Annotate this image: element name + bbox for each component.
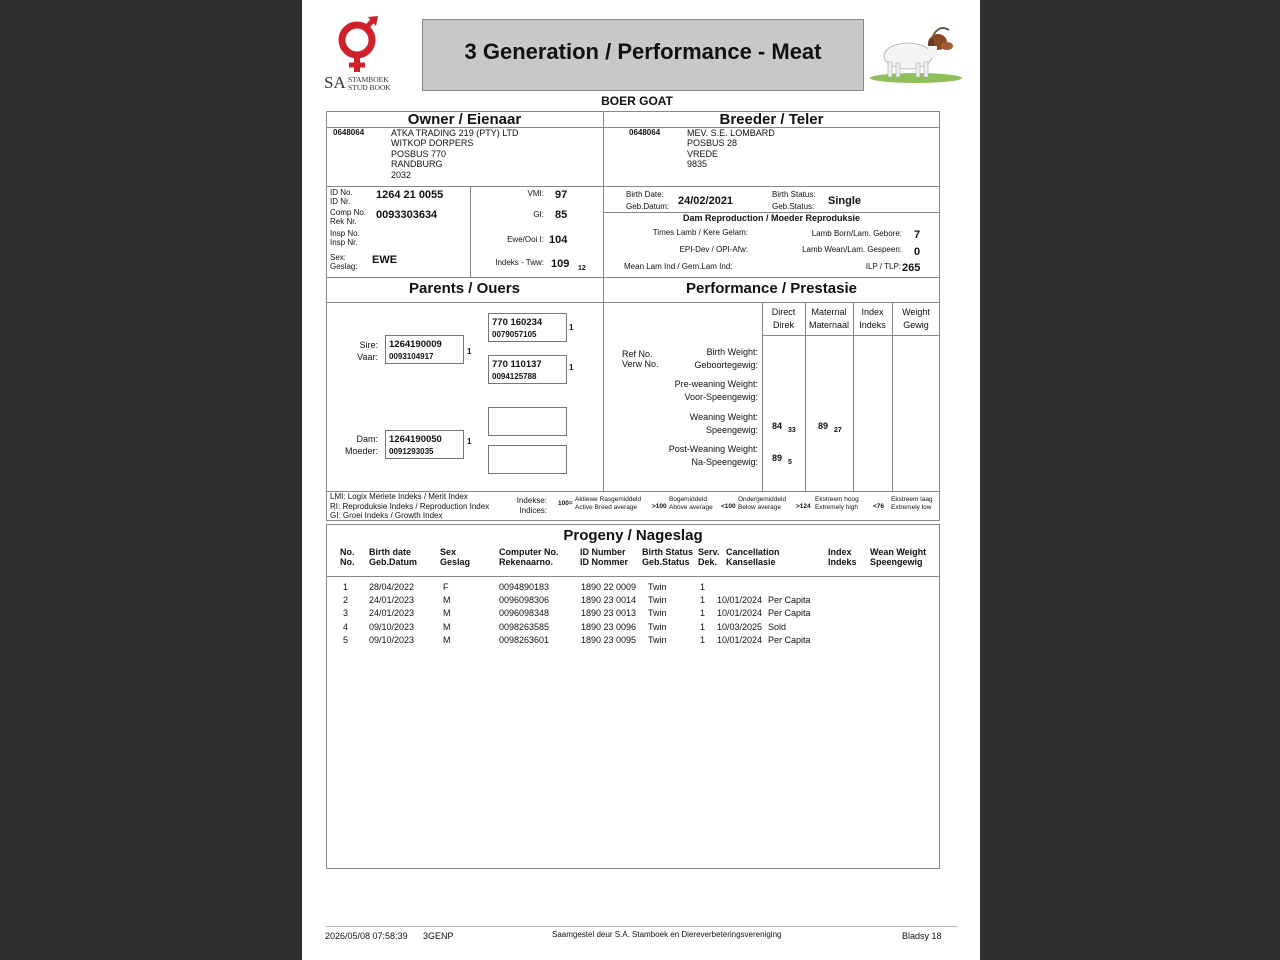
- cell-canc-reason: Per Capita: [768, 634, 811, 645]
- cell-canc-date: 10/01/2024: [717, 608, 763, 619]
- table-row: [302, 635, 980, 647]
- ilp-value: 265: [902, 262, 921, 274]
- pre-weaning-label: Pre-weaning Weight: Voor-Speengewig:: [674, 379, 758, 402]
- id-value: 1264 21 0055: [376, 189, 444, 201]
- sire-dam-box[interactable]: [488, 355, 567, 384]
- vmi-value: 97: [555, 189, 568, 201]
- ref-no-label: Ref No. Verw No.: [622, 349, 659, 369]
- lamb-born-value: 7: [914, 229, 921, 241]
- col-direct: Direct Direk: [771, 307, 796, 330]
- cell-no: 4: [343, 621, 349, 632]
- footer-code: 3GENP: [423, 931, 454, 941]
- cell-id: 1890 22 0009: [581, 582, 637, 592]
- col-weight: Weight Gewig: [902, 307, 930, 330]
- cell-date: 09/10/2023: [369, 634, 415, 645]
- logo-sa: SA: [324, 73, 346, 92]
- cell-date: 24/01/2023: [369, 608, 415, 619]
- sire-dam-id: 770 110137: [492, 359, 542, 370]
- lamb-born-label: Lamb Born/Lam. Gebore:: [811, 229, 902, 238]
- goat-icon: [868, 22, 964, 84]
- dam-id: 1264190050: [389, 434, 442, 445]
- key-gt100-desc: Bogemiddeld Above average: [669, 496, 713, 511]
- mean-lamb-label: Mean Lam Ind / Gem.Lam Ind:: [624, 262, 733, 271]
- sire-dam-flag: 1: [569, 363, 574, 372]
- sire-flag: 1: [467, 347, 472, 356]
- cell-serv: 1: [700, 608, 706, 619]
- col-maternal: Maternal Maternaal: [808, 307, 850, 330]
- sire-sire-flag: 1: [569, 323, 574, 332]
- cell-comp: 0094890183: [499, 582, 550, 592]
- vmi-label: VMI:: [527, 189, 544, 198]
- owner-heading: Owner / Eienaar: [407, 111, 522, 128]
- cell-date: 28/04/2022: [369, 582, 415, 592]
- lamb-wean-label: Lamb Wean/Lam. Gespeen:: [802, 245, 902, 254]
- key-lt76-desc: Ekstreem laag Extremely low: [891, 496, 933, 511]
- wean-direct: 84: [772, 421, 783, 431]
- cell-status: Twin: [648, 608, 667, 619]
- post-direct-sub: 5: [788, 459, 792, 466]
- birth-date: 24/02/2021: [678, 195, 734, 207]
- page-title: 3 Generation / Performance - Meat: [464, 39, 822, 64]
- key-lt100-desc: Ondergemiddeld Below average: [738, 496, 787, 511]
- ewe-label: Ewe/Ooi I:: [507, 235, 544, 244]
- breeder-number: 0648064: [629, 128, 661, 137]
- sex-value: EWE: [372, 254, 398, 266]
- dam-dam-box[interactable]: [488, 445, 567, 474]
- table-row: [302, 582, 980, 594]
- cell-serv: 1: [700, 595, 706, 606]
- cell-canc-date: 10/01/2024: [717, 595, 763, 606]
- logo-studbook: STUD BOOK: [348, 83, 391, 92]
- col-index: Index Indeks: [859, 307, 886, 330]
- post-weaning-label: Post-Weaning Weight: Na-Speengewig:: [668, 444, 758, 467]
- cell-id: 1890 23 0095: [581, 634, 637, 645]
- cell-date: 24/01/2023: [369, 595, 415, 606]
- lamb-wean-value: 0: [914, 246, 921, 258]
- sire-label: Sire: Vaar:: [357, 340, 378, 362]
- cell-status: Twin: [648, 595, 667, 606]
- cell-date: 09/10/2023: [369, 621, 415, 632]
- breeder-heading: Breeder / Teler: [719, 111, 824, 128]
- dam-repro-heading: Dam Reproduction / Moeder Reproduksie: [682, 213, 861, 223]
- cell-sex: M: [443, 621, 451, 632]
- insp-label: Insp No. Insp Nr.: [330, 229, 360, 247]
- cell-status: Twin: [648, 582, 667, 592]
- cell-status: Twin: [648, 621, 667, 632]
- cell-no: 3: [343, 608, 349, 619]
- birth-date-label: Birth Date: Geb.Datum:: [626, 190, 670, 211]
- sex-label: Sex: Geslag:: [330, 253, 358, 271]
- cell-comp: 0098263601: [499, 634, 550, 645]
- sire-id: 1264190009: [389, 339, 442, 350]
- wean-direct-sub: 33: [788, 427, 796, 434]
- document-page: [302, 0, 980, 960]
- birth-status: Single: [828, 195, 862, 207]
- dam-label: Dam: Moeder:: [344, 434, 378, 456]
- cell-sex: M: [443, 634, 451, 645]
- footer-page: Bladsy 18: [902, 931, 942, 941]
- owner-address: ATKA TRADING 219 (PTY) LTD WITKOP DORPERS POSBUS 770 RANDBURG 2032: [391, 128, 519, 180]
- cell-no: 1: [343, 582, 349, 592]
- ewe-value: 104: [549, 234, 568, 246]
- cell-id: 1890 23 0014: [581, 595, 637, 606]
- gender-symbol-icon: [324, 16, 398, 76]
- cell-serv: 1: [700, 634, 706, 645]
- key-100: 100=: [558, 500, 573, 507]
- sire-sire-box[interactable]: [488, 313, 567, 342]
- key-100-desc: Aktiewe Rasgemiddeld Active Breed average: [575, 496, 642, 511]
- key-gt124: >124: [796, 503, 811, 510]
- post-direct: 89: [772, 453, 783, 463]
- footer-timestamp: 2026/05/08 07:58:39: [325, 931, 408, 941]
- cell-comp: 0098263585: [499, 621, 550, 632]
- birth-weight-label: Birth Weight: Geboortegewig:: [694, 347, 758, 370]
- weaning-label: Weaning Weight: Speengewig:: [689, 412, 758, 435]
- cell-canc-date: 10/01/2024: [717, 634, 763, 645]
- progeny-header-row: No. No. Birth date Geb.Datum Sex Geslag Computer No. Rekenaarno. ID Number ID Nommer Birth Status Geb.Status Serv. Dek. Cancellation Kansellasie Index Indeks Wean Weight Speengewig: [340, 547, 927, 567]
- footer-compiled: Saamgestel deur S.A. Stamboek en Diereverbeteringsvereniging: [552, 930, 782, 939]
- sire-dam-comp: 0094125788: [492, 372, 537, 381]
- tww-label: Indeks - Tww:: [495, 258, 544, 267]
- cell-comp: 0096098348: [499, 608, 550, 619]
- sire-sire-id: 770 160234: [492, 317, 543, 328]
- boer-goat-illustration: [868, 22, 964, 84]
- dam-sire-box[interactable]: [488, 407, 567, 436]
- table-row: [302, 608, 980, 620]
- birth-status-label: Birth Status: Geb.Status:: [772, 190, 816, 211]
- cell-id: 1890 23 0013: [581, 608, 637, 619]
- table-row: [302, 622, 980, 634]
- sire-box[interactable]: [385, 335, 464, 364]
- dam-flag: 1: [467, 437, 472, 446]
- id-label: ID No. ID Nr.: [330, 188, 353, 206]
- cell-canc-reason: Sold: [768, 621, 787, 632]
- gi-value: 85: [555, 209, 568, 221]
- comp-value: 0093303634: [376, 209, 438, 221]
- cell-canc-date: 10/03/2025: [717, 621, 763, 632]
- table-row: [302, 595, 980, 607]
- cell-no: 5: [343, 634, 349, 645]
- breeder-address: MEV. S.E. LOMBARD POSBUS 28 VREDE 9835: [687, 128, 775, 170]
- cell-no: 2: [343, 595, 349, 606]
- key-lt100: <100: [721, 503, 736, 510]
- cell-status: Twin: [648, 634, 667, 645]
- progeny-heading: Progeny / Nageslag: [563, 527, 703, 544]
- title-banner: [422, 19, 864, 91]
- cell-canc-reason: Per Capita: [768, 595, 811, 606]
- index-legend: LMI: Logix Meriete Indeks / Merit Index RI: Reproduksie Indeks / Reproduction Index GI: Groei Indeks / Growth Index: [330, 492, 490, 521]
- sire-sire-comp: 0079057105: [492, 330, 537, 339]
- logo-stamboek: STAMBOEK: [348, 75, 389, 84]
- cell-comp: 0096098306: [499, 595, 550, 606]
- dam-comp: 0091293035: [389, 447, 434, 456]
- times-lamb-label: Times Lamb / Kere Gelam:: [652, 228, 748, 237]
- epi-label: EPI-Dev / OPI-Afw:: [679, 245, 748, 254]
- breed-name: BOER GOAT: [601, 94, 673, 108]
- key-lt76: <76: [873, 503, 885, 510]
- wean-maternal: 89: [818, 421, 829, 431]
- key-gt100: >100: [652, 503, 667, 510]
- tww-value: 109: [551, 258, 570, 270]
- tww-sub: 12: [578, 265, 586, 272]
- indekse-label: Indekse: Indices:: [516, 496, 547, 515]
- cell-sex: M: [443, 595, 451, 606]
- cell-serv: 1: [700, 621, 706, 632]
- key-gt124-desc: Ekstreem hoog Extremely high: [815, 496, 859, 511]
- wean-maternal-sub: 27: [834, 427, 842, 434]
- parents-heading: Parents / Ouers: [409, 280, 520, 297]
- gi-label: GI:: [533, 210, 544, 219]
- cell-sex: M: [443, 608, 451, 619]
- owner-number: 0648064: [333, 128, 365, 137]
- ilp-label: ILP / TLP:: [865, 262, 901, 271]
- cell-sex: F: [443, 582, 449, 592]
- cell-canc-reason: Per Capita: [768, 608, 811, 619]
- sire-comp: 0093104917: [389, 352, 434, 361]
- cell-serv: 1: [700, 582, 706, 592]
- dam-box[interactable]: [385, 430, 464, 459]
- sa-studbook-logo: [324, 16, 398, 96]
- performance-heading: Performance / Prestasie: [686, 280, 857, 297]
- comp-label: Comp No. Rek Nr.: [330, 208, 367, 226]
- cell-id: 1890 23 0096: [581, 621, 637, 632]
